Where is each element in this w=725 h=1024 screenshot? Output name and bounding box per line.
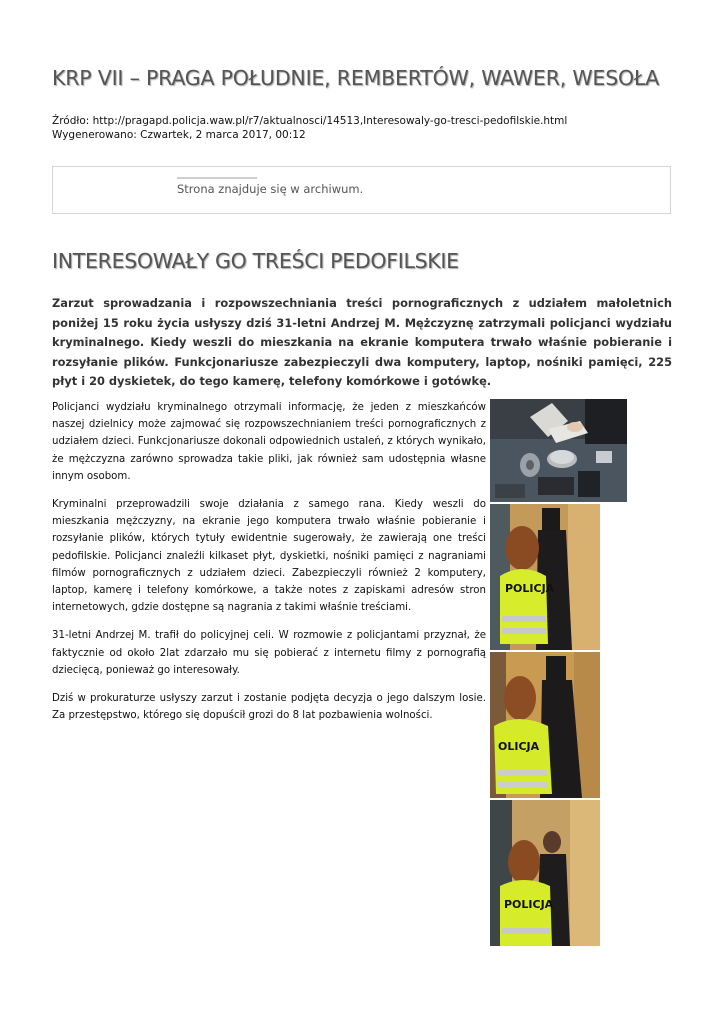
police-officer-photo xyxy=(490,652,600,798)
archive-notice-text: Strona znajduje się w archiwum. xyxy=(177,182,364,196)
source-line: Źródło: http://pragapd.policja.waw.pl/r7/aktualnosci/14513,Interesowaly-go-tresci-pedofilskie.html xyxy=(52,115,568,127)
article-paragraph: Policjanci wydziału kryminalnego otrzymali informację, że jeden z mieszkańców naszej dzielnicy może zajmować się rozpowszechnianiem treści pornograficznych z udziałem dzieci. Funkcjonariusze dokonali odpowiednich ustaleń, z których wynikało, że mężczyzna zarówno sprowadza takie pliki, jak również sam udostępnia własne innym osobom. xyxy=(52,402,486,482)
article-paragraph: Kryminalni przeprowadzili swoje działania z samego rana. Kiedy weszli do mieszkania mężczyzny, na ekranie jego komputera trwało właśnie pobieranie i rozsyłanie plików, których tytuły ewidentnie sugerowały, że zawierają one treści pedofilskie. Policjanci znaleźli kilkaset płyt, dyskietki, nośniki pamięci z nagraniami filmów pornograficznych z udziałem dzieci. Zabezpieczyli również 2 komputery, laptop, kamerę i telefony komórkowe, a także notes z zapiskami adresów stron internetowych, gdzie dostępne są nagrania z takimi właśnie treściami. xyxy=(52,499,486,614)
generated-line: Wygenerowano: Czwartek, 2 marca 2017, 00:12 xyxy=(52,129,306,141)
article-title: INTERESOWAŁY GO TREŚCI PEDOFILSKIE xyxy=(52,249,459,273)
vest-label-text: POLICJA xyxy=(504,898,554,911)
article-paragraph: 31-letni Andrzej M. trafił do policyjnej celi. W rozmowie z policjantami przyznał, że faktycznie od około 2lat zdarzało mu się pobierać z internetu filmy z pornografią dziecięcą, ponieważ go interesowały. xyxy=(52,630,486,676)
police-officer-photo xyxy=(490,800,600,946)
article-body xyxy=(52,399,486,735)
vest-label-text: POLICJA xyxy=(505,582,555,595)
article-paragraph: Dziś w prokuraturze usłyszy zarzut i zostanie podjęta decyzja o jego dalszym losie. Za przestępstwo, którego się dopuścił grozi do 8 lat pozbawienia wolności. xyxy=(52,693,486,722)
site-title: KRP VII – PRAGA POŁUDNIE, REMBERTÓW, WAWER, WESOŁA xyxy=(52,66,660,90)
evidence-photo xyxy=(490,399,627,502)
police-officer-photo xyxy=(490,504,600,650)
vest-label-text: OLICJA xyxy=(498,740,540,753)
article-lead: Zarzut sprowadzania i rozpowszechniania treści pornograficznych z udziałem małoletnich poniżej 15 roku życia usłyszy dziś 31-letni Andrzej M. Mężczyznę zatrzymali policjanci wydziału kryminalnego. Kiedy weszli do mieszkania na ekranie komputera trwało właśnie pobieranie i rozsyłanie plików. Funkcjonariusze zabezpieczyli dwa komputery, laptop, nośniki pamięci, 225 płyt i 20 dyskietek, do tego kamerę, telefony komórkowe i gotówkę. xyxy=(52,296,672,388)
document-meta xyxy=(52,114,567,142)
archive-notice-divider xyxy=(177,177,257,179)
archive-notice-box xyxy=(52,166,671,214)
